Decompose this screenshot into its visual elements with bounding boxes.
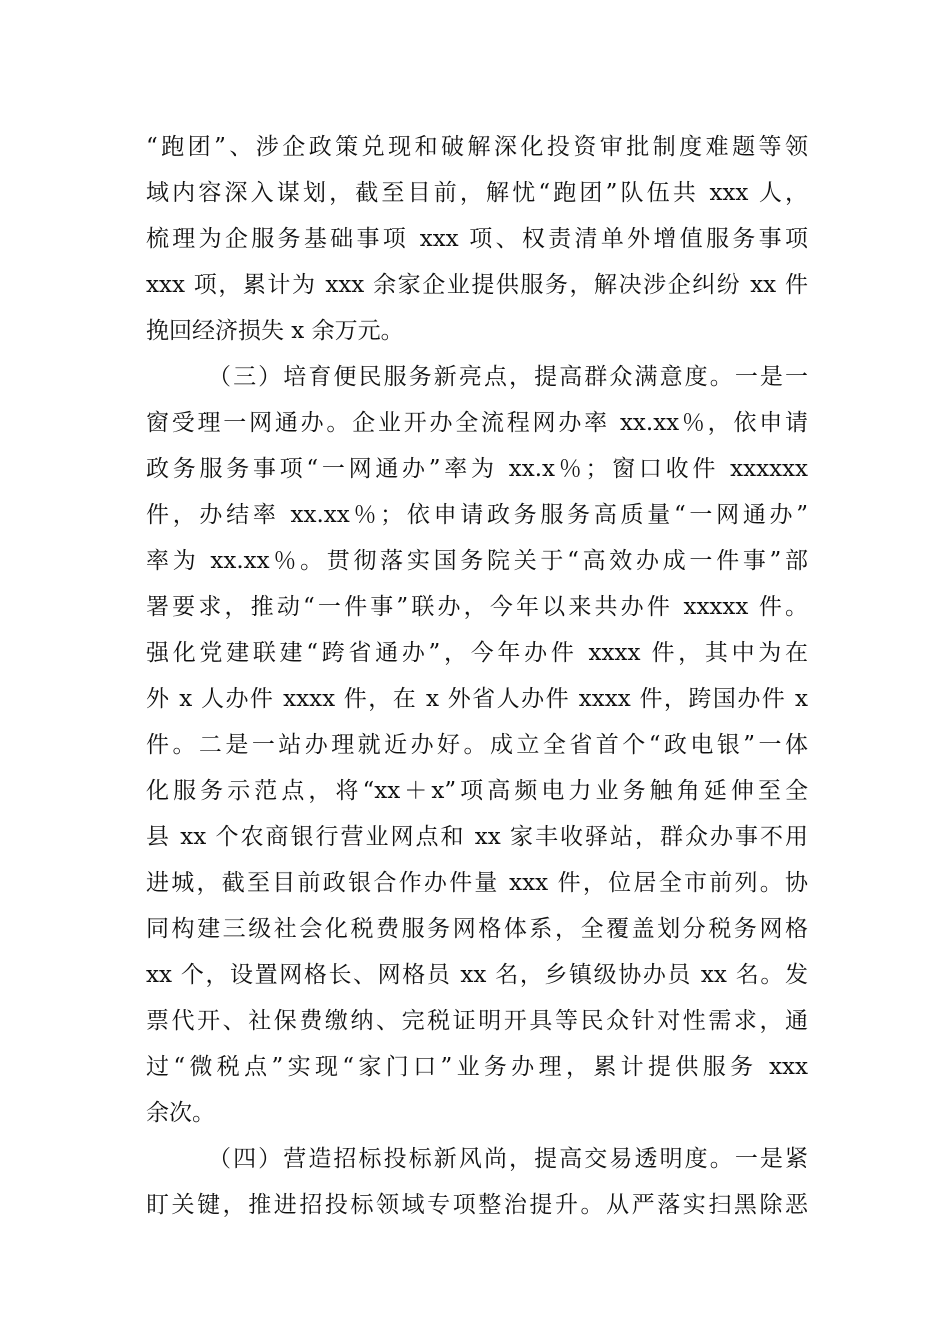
text-line: 县 xx 个农商银行营业网点和 xx 家丰收驿站，群众办事不用 [146, 824, 808, 850]
text-line: 率为 xx.xx％。贯彻落实国务院关于“高效办成一件事”部 [146, 548, 808, 574]
text-line: 化服务示范点，将“xx＋x”项高频电力业务触角延伸至全 [146, 778, 808, 804]
text-line: 外 x 人办件 xxxx 件，在 x 外省人办件 xxxx 件，跨国办件 x [146, 686, 808, 712]
text-line: 余次。 [146, 1100, 215, 1126]
text-line: 政务服务事项“一网通办”率为 xx.x％；窗口收件 xxxxxx [146, 456, 808, 482]
text-line: xx 个，设置网格长、网格员 xx 名，乡镇级协办员 xx 名。发 [146, 962, 808, 988]
text-line: 进城，截至目前政银合作办件量 xxx 件，位居全市前列。协 [146, 870, 808, 896]
text-line: 梳理为企服务基础事项 xxx 项、权责清单外增值服务事项 [146, 226, 808, 252]
section-heading-line: （三）培育便民服务新亮点，提高群众满意度。一是一 [208, 364, 808, 390]
text-line: 窗受理一网通办。企业开办全流程网办率 xx.xx％，依申请 [146, 410, 808, 436]
text-line: 件。二是一站办理就近办好。成立全省首个“政电银”一体 [146, 732, 808, 758]
text-line: 盯关键，推进招投标领域专项整治提升。从严落实扫黑除恶 [146, 1192, 808, 1218]
text-line: 挽回经济损失 x 余万元。 [146, 318, 404, 344]
text-line: 同构建三级社会化税费服务网格体系，全覆盖划分税务网格 [146, 916, 808, 942]
text-line: 域内容深入谋划，截至目前，解忧“跑团”队伍共 xxx 人， [146, 180, 808, 206]
text-line: xxx 项，累计为 xxx 余家企业提供服务，解决涉企纠纷 xx 件 [146, 272, 808, 298]
text-line: 件，办结率 xx.xx％；依申请政务服务高质量“一网通办” [146, 502, 808, 528]
text-line: 过“微税点”实现“家门口”业务办理，累计提供服务 xxx [146, 1054, 808, 1080]
section-heading-line: （四）营造招标投标新风尚，提高交易透明度。一是紧 [208, 1146, 808, 1172]
body-text [146, 124, 808, 1228]
text-line: 强化党建联建“跨省通办”，今年办件 xxxx 件，其中为在 [146, 640, 808, 666]
text-line: 票代开、社保费缴纳、完税证明开具等民众针对性需求，通 [146, 1008, 808, 1034]
text-line: 署要求，推动“一件事”联办，今年以来共办件 xxxxx 件。 [146, 594, 808, 620]
text-line: “跑团”、涉企政策兑现和破解深化投资审批制度难题等领 [146, 134, 808, 160]
